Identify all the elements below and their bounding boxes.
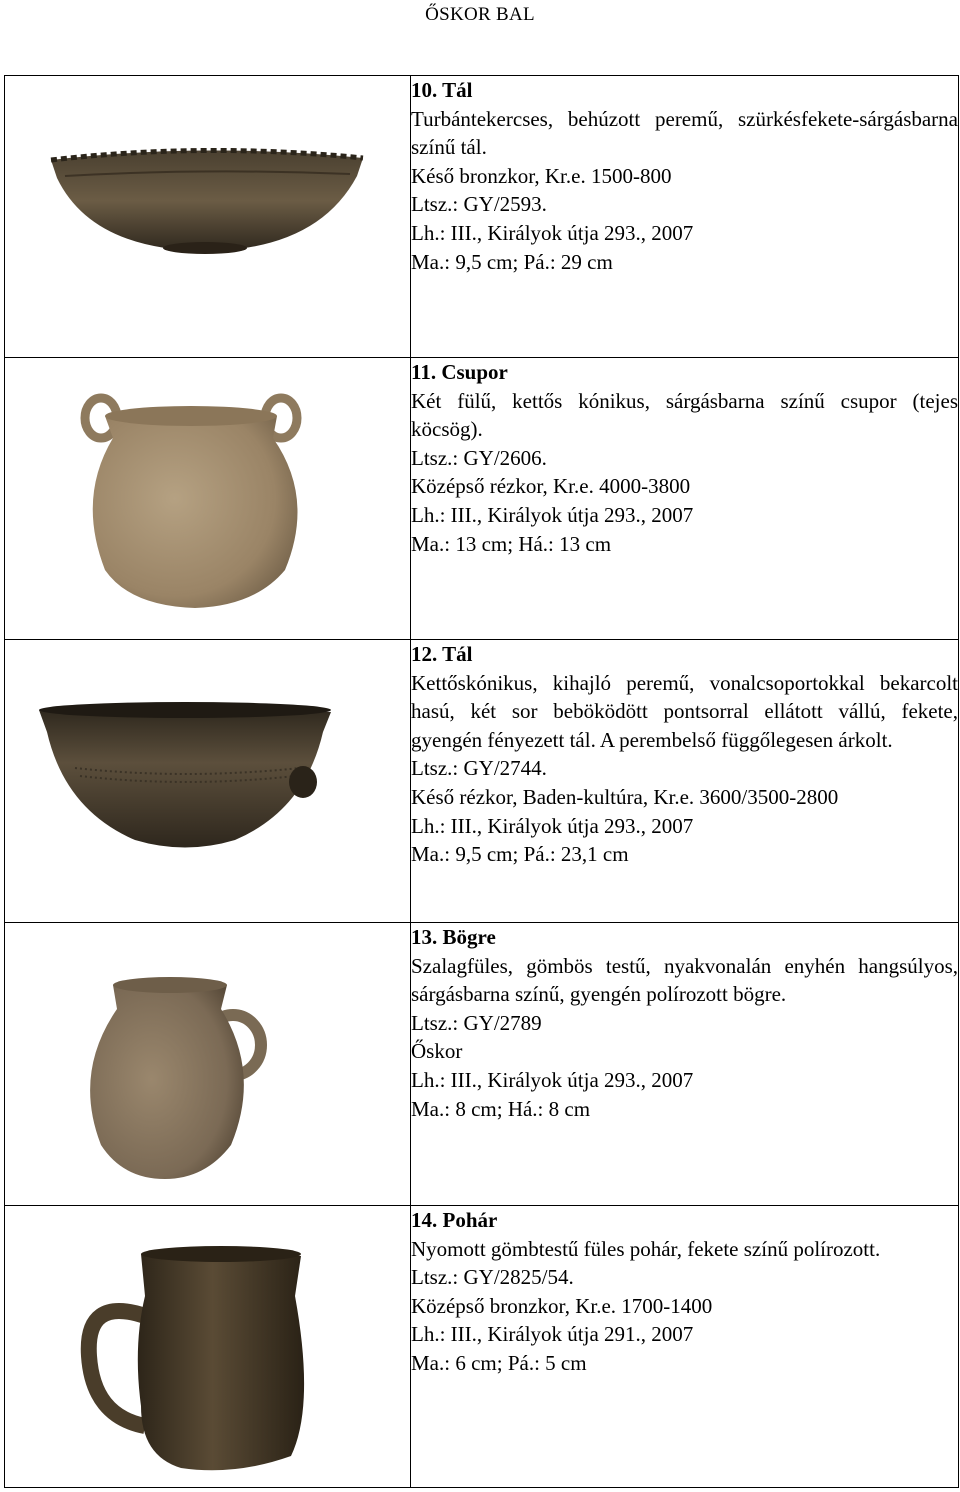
entry-date: Késő rézkor, Baden-kultúra, Kr.e. 3600/3500-2800 [411, 784, 839, 809]
catalog-row [5, 358, 959, 640]
entry-dimensions: Ma.: 9,5 cm; Pá.: 29 cm [411, 249, 613, 274]
entry-description: Szalagfüles, gömbös testű, nyakvonalán enyhén hangsúlyos, sárgásbarna színű, gyengén polírozott bögre. [411, 953, 958, 1007]
text-cell [411, 1206, 959, 1488]
entry-description: Turbántekercses, behúzott peremű, szürkésfekete-sárgásbarna színű tál. [411, 106, 958, 160]
entry-title: 11. Csupor [411, 360, 508, 384]
entry-date: Őskor [411, 1039, 463, 1064]
text-cell [411, 640, 959, 923]
entry-dimensions: Ma.: 6 cm; Pá.: 5 cm [411, 1350, 587, 1375]
entry-location: Lh.: III., Királyok útja 293., 2007 [411, 813, 694, 838]
entry-location: Lh.: III., Királyok útja 293., 2007 [411, 1067, 694, 1092]
image-cell [5, 640, 411, 923]
text-cell [411, 358, 959, 640]
bowl-photo-icon [5, 76, 410, 358]
entry-inventory: Ltsz.: GY/2744. [411, 756, 547, 781]
entry-location: Lh.: III., Királyok útja 291., 2007 [411, 1322, 694, 1347]
entry-date: Késő bronzkor, Kr.e. 1500-800 [411, 163, 672, 188]
mug-photo-icon [5, 923, 410, 1206]
entry-title: 10. Tál [411, 78, 473, 102]
entry-inventory: Ltsz.: GY/2593. [411, 192, 547, 217]
text-cell [411, 923, 959, 1206]
entry-description: Nyomott gömbtestű füles pohár, fekete színű polírozott. [411, 1236, 881, 1261]
entry-location: Lh.: III., Királyok útja 293., 2007 [411, 502, 694, 527]
text-cell [411, 76, 959, 358]
catalog-row [5, 1206, 959, 1488]
catalog-table [4, 75, 959, 1488]
catalog-row [5, 923, 959, 1206]
jar-photo-icon [5, 358, 410, 640]
entry-title: 14. Pohár [411, 1208, 498, 1232]
image-cell [5, 76, 411, 358]
image-cell [5, 1206, 411, 1488]
cup-photo-icon [5, 1206, 410, 1488]
entry-dimensions: Ma.: 9,5 cm; Pá.: 23,1 cm [411, 842, 629, 867]
entry-title: 13. Bögre [411, 925, 496, 949]
image-cell [5, 358, 411, 640]
image-cell [5, 923, 411, 1206]
entry-dimensions: Ma.: 13 cm; Há.: 13 cm [411, 531, 612, 556]
entry-description: Két fülű, kettős kónikus, sárgásbarna színű csupor (tejes köcsög). [411, 388, 958, 442]
entry-title: 12. Tál [411, 642, 473, 666]
bowl-photo-icon [5, 640, 410, 923]
entry-dimensions: Ma.: 8 cm; Há.: 8 cm [411, 1096, 591, 1121]
catalog-row [5, 76, 959, 358]
entry-date: Középső rézkor, Kr.e. 4000-3800 [411, 474, 691, 499]
entry-location: Lh.: III., Királyok útja 293., 2007 [411, 220, 694, 245]
entry-inventory: Ltsz.: GY/2789 [411, 1010, 542, 1035]
page-header: ŐSKOR BAL [425, 4, 535, 25]
entry-inventory: Ltsz.: GY/2825/54. [411, 1265, 574, 1290]
catalog-row [5, 640, 959, 923]
entry-inventory: Ltsz.: GY/2606. [411, 445, 547, 470]
entry-description: Kettőskónikus, kihajló peremű, vonalcsoportokkal bekarcolt hasú, két sor beböködött pontsorral ellátott vállú, fekete, gyengén fényezett tál. A perembelső függőlegesen árkolt. [411, 670, 958, 752]
entry-date: Középső bronzkor, Kr.e. 1700-1400 [411, 1293, 713, 1318]
